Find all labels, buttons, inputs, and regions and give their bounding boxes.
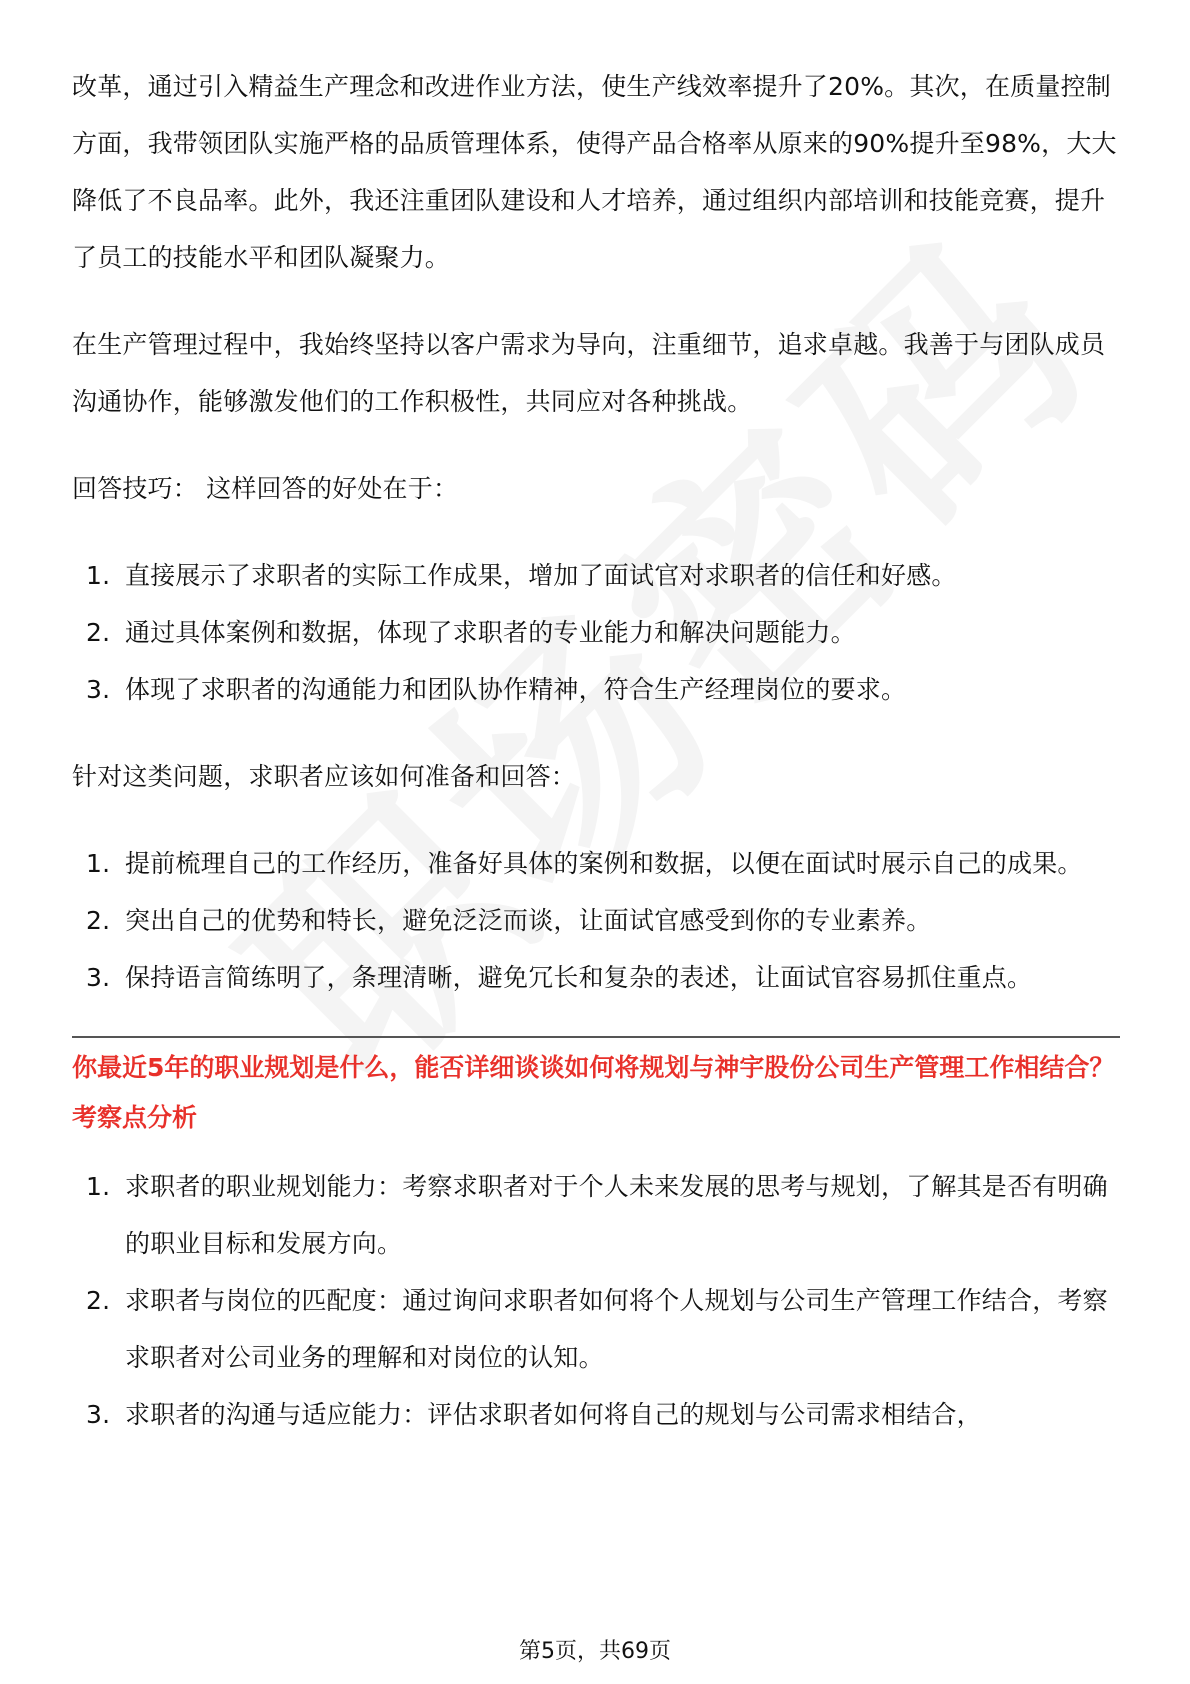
paragraph-prepare-intro: 针对这类问题，求职者应该如何准备和回答： [72, 762, 577, 791]
list-item: 2. 求职者与岗位的匹配度：通过询问求职者如何将个人规划与公司生产管理工作结合，考察求职者对公司业务的理解和对岗位的认知。 [86, 1286, 1108, 1372]
analysis-heading: 考察点分析 [72, 1103, 198, 1132]
list-item: 3. 求职者的沟通与适应能力：评估求职者如何将自己的规划与公司需求相结合， [86, 1400, 982, 1429]
benefits-list [72, 547, 1120, 718]
analysis-list [72, 1158, 1120, 1443]
list-item: 1. 提前梳理自己的工作经历，准备好具体的案例和数据，以便在面试时展示自己的成果。 [86, 849, 1083, 878]
page-number: 第5页，共69页 [519, 1639, 671, 1664]
list-item: 3. 保持语言简练明了，条理清晰，避免冗长和复杂的表述，让面试官容易抓住重点。 [86, 963, 1033, 992]
paragraph-tips-intro: 回答技巧： 这样回答的好处在于： [72, 474, 459, 503]
list-item: 1. 直接展示了求职者的实际工作成果，增加了面试官对求职者的信任和好感。 [86, 561, 957, 590]
paragraph-management: 在生产管理过程中，我始终坚持以客户需求为导向，注重细节，追求卓越。我善于与团队成员沟通协作，能够激发他们的工作积极性，共同应对各种挑战。 [72, 330, 1106, 416]
list-item: 1. 求职者的职业规划能力：考察求职者对于个人未来发展的思考与规划，了解其是否有明确的职业目标和发展方向。 [86, 1172, 1108, 1258]
page-content [72, 58, 1120, 1473]
list-item: 2. 通过具体案例和数据，体现了求职者的专业能力和解决问题能力。 [86, 618, 856, 647]
list-item: 2. 突出自己的优势和特长，避免泛泛而谈，让面试官感受到你的专业素养。 [86, 906, 932, 935]
prepare-list [72, 835, 1120, 1006]
question-heading: 你最近5年的职业规划是什么，能否详细谈谈如何将规划与神宇股份公司生产管理工作相结合？ [72, 1053, 1115, 1082]
list-item: 3. 体现了求职者的沟通能力和团队协作精神，符合生产经理岗位的要求。 [86, 675, 907, 704]
section-divider [72, 1036, 1120, 1038]
paragraph-achievements: 改革，通过引入精益生产理念和改进作业方法，使生产线效率提升了20%。其次，在质量控制方面，我带领团队实施严格的品质管理体系，使得产品合格率从原来的90%提升至98%，大大降低了不良品率。此外，我还注重团队建设和人才培养，通过组织内部培训和技能竞赛，提升了员工的技能水平和团队凝聚力。 [72, 72, 1117, 272]
